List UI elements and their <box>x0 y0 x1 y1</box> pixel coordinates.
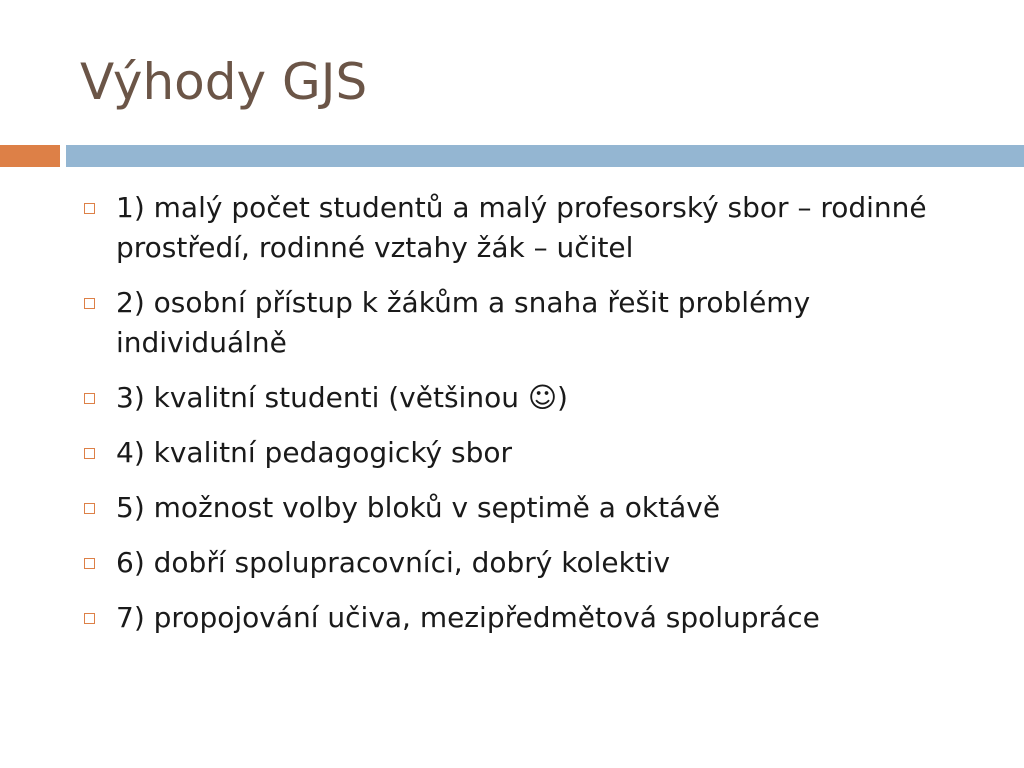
bullet-text: 6) dobří spolupracovníci, dobrý kolektiv <box>116 546 671 579</box>
bullet-list <box>80 188 980 653</box>
slide-title: Výhody GJS <box>80 53 368 111</box>
bullet-text: 7) propojování učiva, mezipředmětová spolupráce <box>116 601 820 634</box>
square-bullet-icon <box>84 613 95 624</box>
square-bullet-icon <box>84 393 95 404</box>
bullet-text: 3) kvalitní studenti (většinou ☺) <box>116 381 568 414</box>
bullet-text: 4) kvalitní pedagogický sbor <box>116 436 513 469</box>
bullet-item-1 <box>80 188 980 268</box>
square-bullet-icon <box>84 448 95 459</box>
square-bullet-icon <box>84 203 95 214</box>
bullet-text: 5) možnost volby bloků v septimě a oktávě <box>116 491 721 524</box>
bullet-item-2 <box>80 283 980 363</box>
bullet-item-5 <box>80 488 980 528</box>
square-bullet-icon <box>84 298 95 309</box>
bullet-item-7 <box>80 598 980 638</box>
bullet-text: 2) osobní přístup k žákům a snaha řešit problémy individuálně <box>116 286 811 359</box>
bullet-item-3 <box>80 378 980 418</box>
bullet-item-4 <box>80 433 980 473</box>
square-bullet-icon <box>84 503 95 514</box>
accent-bar <box>0 145 60 167</box>
square-bullet-icon <box>84 558 95 569</box>
title-divider-bar <box>66 145 1024 167</box>
bullet-item-6 <box>80 543 980 583</box>
bullet-text: 1) malý počet studentů a malý profesorský sbor – rodinné prostředí, rodinné vztahy žák – učitel <box>116 191 927 264</box>
